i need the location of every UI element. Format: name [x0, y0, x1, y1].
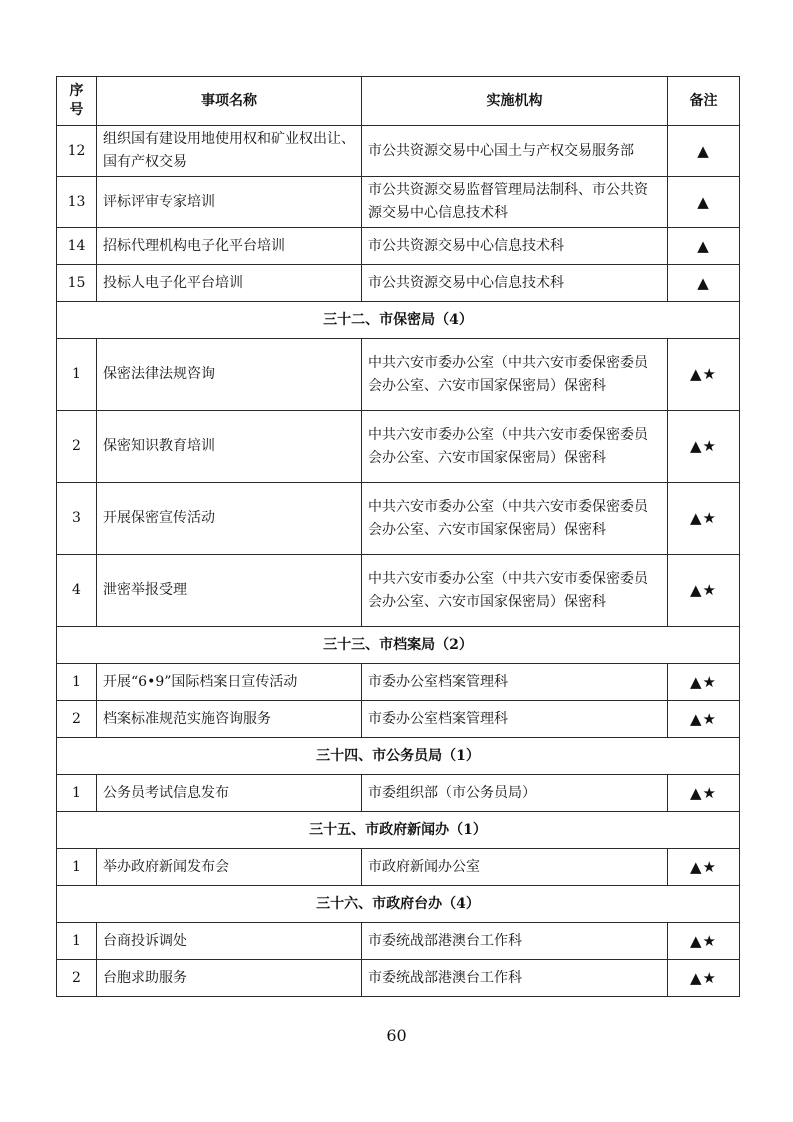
table-row	[57, 411, 740, 483]
note-marks: ▲★	[668, 555, 740, 627]
item-name: 保密知识教育培训	[97, 411, 362, 483]
item-name: 投标人电子化平台培训	[97, 265, 362, 302]
note-marks: ▲	[668, 228, 740, 265]
item-name: 评标评审专家培训	[97, 177, 362, 228]
note-marks: ▲★	[668, 339, 740, 411]
header-note: 备注	[668, 77, 740, 126]
implementing-agency: 中共六安市委办公室（中共六安市委保密委员会办公室、六安市国家保密局）保密科	[362, 339, 668, 411]
section-header-row	[57, 738, 740, 775]
row-number: 1	[57, 849, 97, 886]
section-header-row	[57, 812, 740, 849]
implementing-agency: 市委办公室档案管理科	[362, 664, 668, 701]
row-number: 13	[57, 177, 97, 228]
item-name: 泄密举报受理	[97, 555, 362, 627]
table-row	[57, 849, 740, 886]
implementing-agency: 市委统战部港澳台工作科	[362, 923, 668, 960]
item-name: 举办政府新闻发布会	[97, 849, 362, 886]
section-title: 三十五、市政府新闻办（1）	[57, 812, 740, 849]
section-header-row	[57, 886, 740, 923]
implementing-agency: 中共六安市委办公室（中共六安市委保密委员会办公室、六安市国家保密局）保密科	[362, 411, 668, 483]
section-header-row	[57, 627, 740, 664]
row-number: 14	[57, 228, 97, 265]
services-table	[56, 76, 740, 997]
section-header-row	[57, 302, 740, 339]
row-number: 15	[57, 265, 97, 302]
note-marks: ▲★	[668, 701, 740, 738]
section-title: 三十四、市公务员局（1）	[57, 738, 740, 775]
page-number: 60	[386, 1026, 407, 1045]
implementing-agency: 中共六安市委办公室（中共六安市委保密委员会办公室、六安市国家保密局）保密科	[362, 555, 668, 627]
table-row	[57, 555, 740, 627]
row-number: 3	[57, 483, 97, 555]
implementing-agency: 市委组织部（市公务员局）	[362, 775, 668, 812]
table-row	[57, 775, 740, 812]
header-seq: 序号	[57, 77, 97, 126]
row-number: 12	[57, 126, 97, 177]
row-number: 2	[57, 701, 97, 738]
note-marks: ▲★	[668, 923, 740, 960]
table-row	[57, 960, 740, 997]
note-marks: ▲★	[668, 411, 740, 483]
table-row	[57, 701, 740, 738]
item-name: 招标代理机构电子化平台培训	[97, 228, 362, 265]
item-name: 台商投诉调处	[97, 923, 362, 960]
table-row	[57, 483, 740, 555]
table-row	[57, 228, 740, 265]
table-row	[57, 265, 740, 302]
row-number: 4	[57, 555, 97, 627]
implementing-agency: 市公共资源交易中心国土与产权交易服务部	[362, 126, 668, 177]
note-marks: ▲★	[668, 775, 740, 812]
header-agency: 实施机构	[362, 77, 668, 126]
note-marks: ▲★	[668, 960, 740, 997]
section-title: 三十六、市政府台办（4）	[57, 886, 740, 923]
item-name: 组织国有建设用地使用权和矿业权出让、国有产权交易	[97, 126, 362, 177]
row-number: 1	[57, 923, 97, 960]
row-number: 2	[57, 960, 97, 997]
section-title: 三十二、市保密局（4）	[57, 302, 740, 339]
implementing-agency: 市政府新闻办公室	[362, 849, 668, 886]
implementing-agency: 市公共资源交易中心信息技术科	[362, 265, 668, 302]
note-marks: ▲★	[668, 483, 740, 555]
item-name: 台胞求助服务	[97, 960, 362, 997]
table-row	[57, 177, 740, 228]
row-number: 2	[57, 411, 97, 483]
table-row	[57, 339, 740, 411]
table-row	[57, 664, 740, 701]
note-marks: ▲	[668, 126, 740, 177]
table-body	[57, 126, 740, 997]
implementing-agency: 中共六安市委办公室（中共六安市委保密委员会办公室、六安市国家保密局）保密科	[362, 483, 668, 555]
header-name: 事项名称	[97, 77, 362, 126]
implementing-agency: 市公共资源交易监督管理局法制科、市公共资源交易中心信息技术科	[362, 177, 668, 228]
section-title: 三十三、市档案局（2）	[57, 627, 740, 664]
table-row	[57, 923, 740, 960]
item-name: 公务员考试信息发布	[97, 775, 362, 812]
note-marks: ▲★	[668, 849, 740, 886]
item-name: 保密法律法规咨询	[97, 339, 362, 411]
row-number: 1	[57, 339, 97, 411]
implementing-agency: 市委办公室档案管理科	[362, 701, 668, 738]
row-number: 1	[57, 664, 97, 701]
item-name: 开展“6•9”国际档案日宣传活动	[97, 664, 362, 701]
implementing-agency: 市委统战部港澳台工作科	[362, 960, 668, 997]
note-marks: ▲	[668, 177, 740, 228]
item-name: 档案标准规范实施咨询服务	[97, 701, 362, 738]
item-name: 开展保密宣传活动	[97, 483, 362, 555]
note-marks: ▲	[668, 265, 740, 302]
table-header-row	[57, 77, 740, 126]
implementing-agency: 市公共资源交易中心信息技术科	[362, 228, 668, 265]
table-row	[57, 126, 740, 177]
row-number: 1	[57, 775, 97, 812]
note-marks: ▲★	[668, 664, 740, 701]
